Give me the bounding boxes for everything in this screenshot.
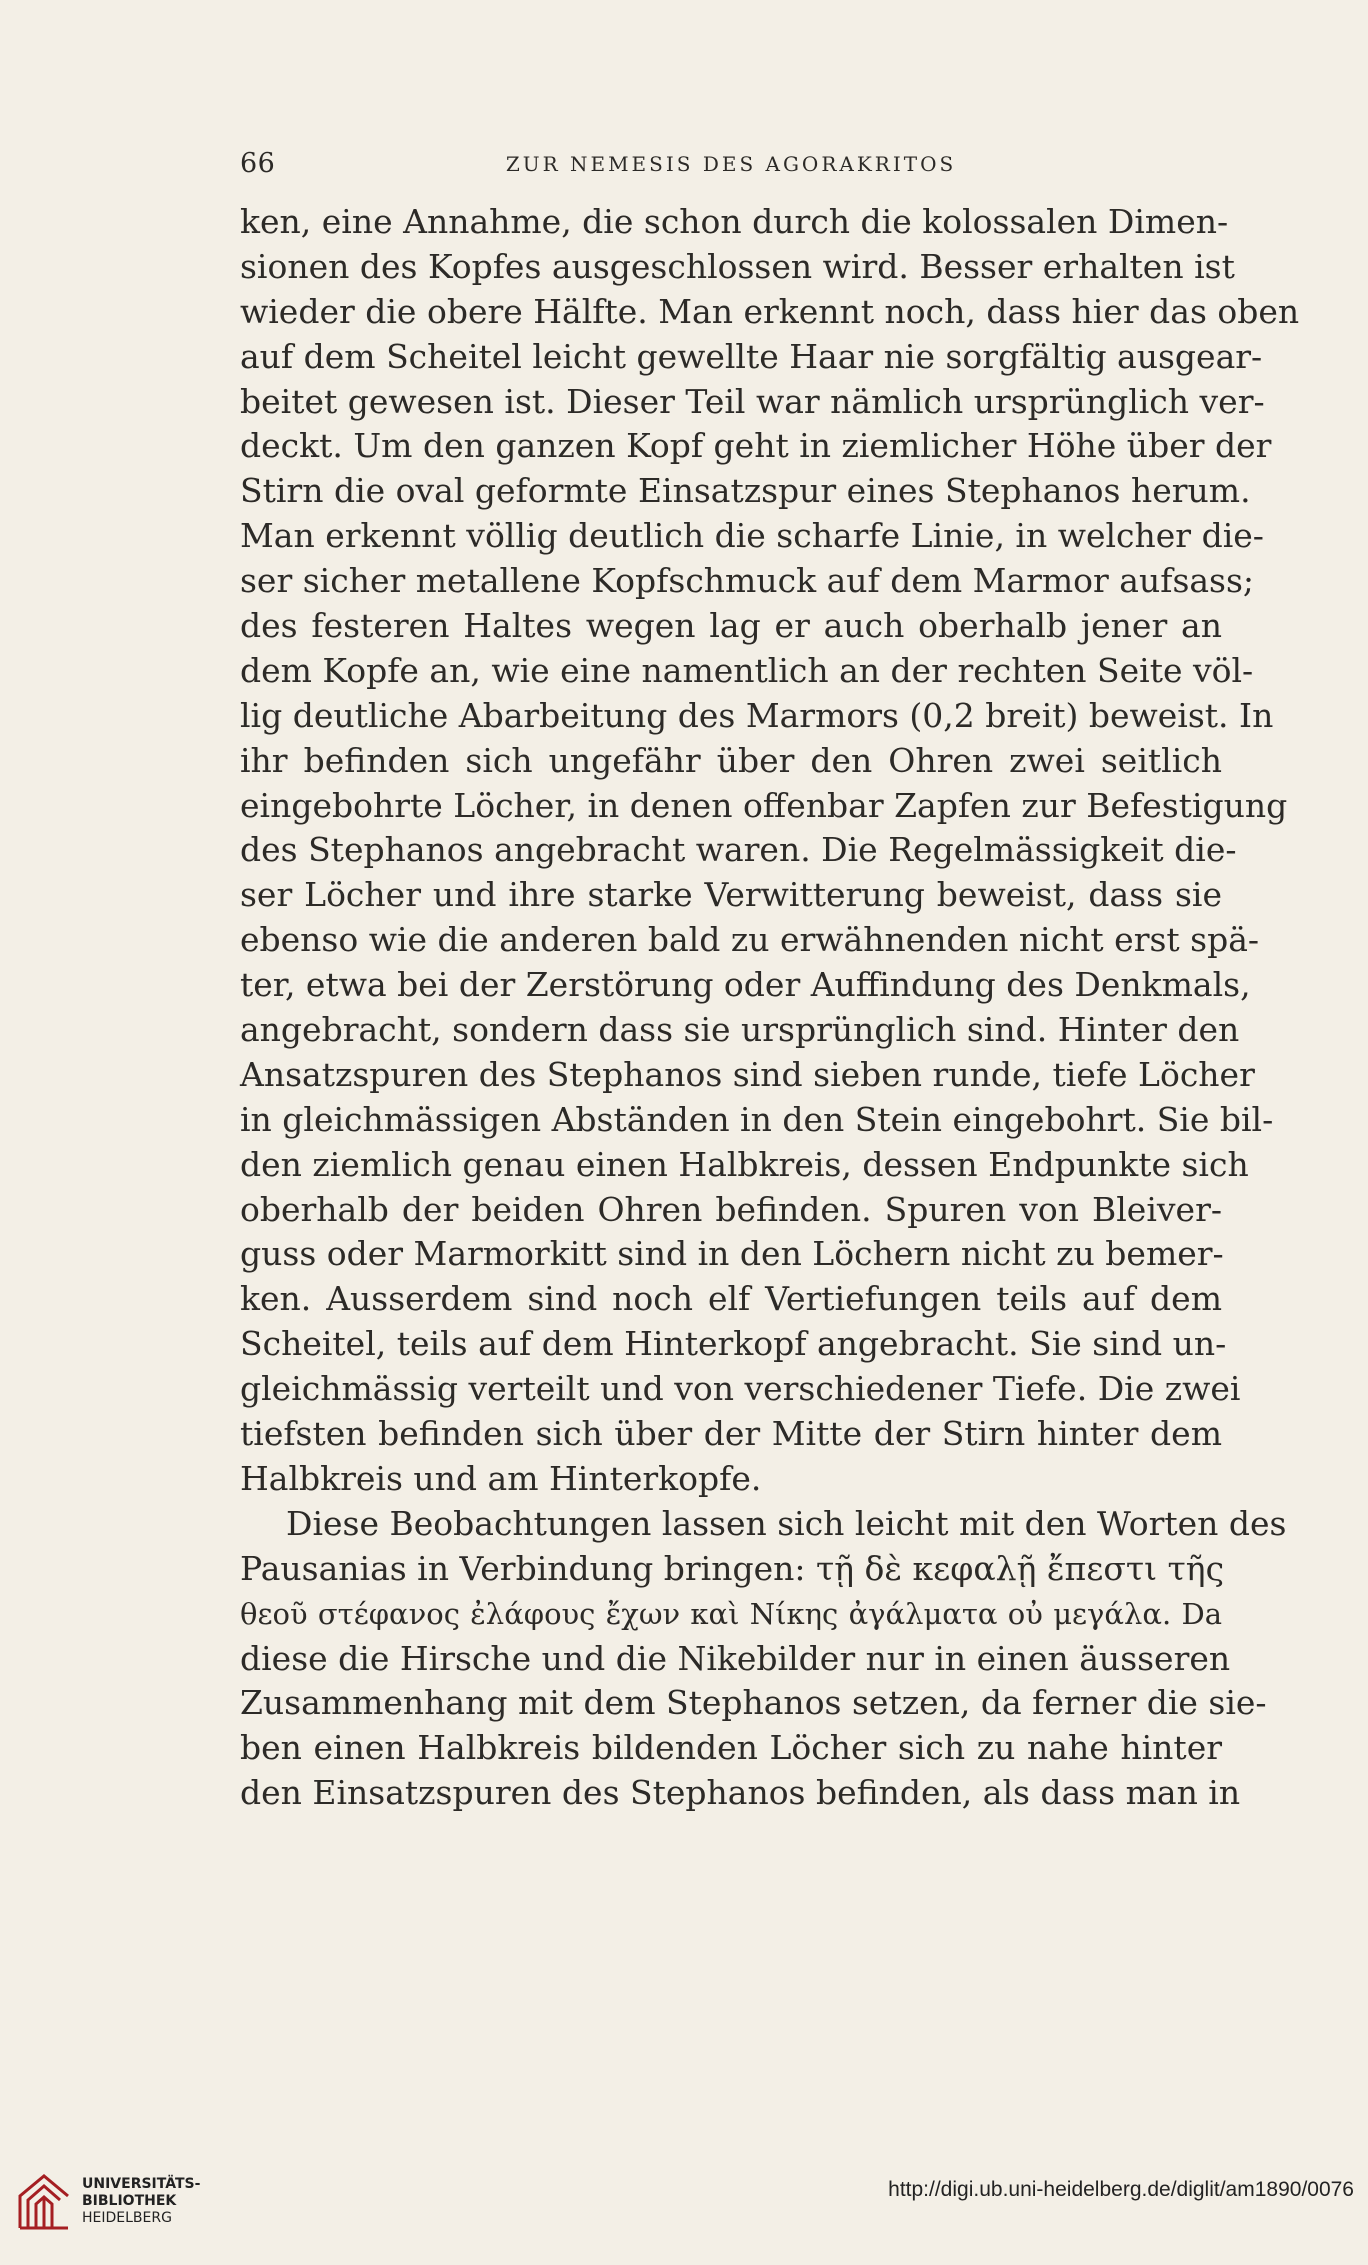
body-text [240, 200, 1300, 1816]
library-name [82, 2176, 200, 2227]
text-line: gleichmässig verteilt und von verschiedener Tiefe. Die zwei [240, 1369, 1241, 1409]
greek-quote-line: θεοῦ στέφανος ἐλάφους ἔχων καὶ Νίκης ἀγάλματα οὐ μεγάλα. Da [240, 1596, 1222, 1631]
text-line: ben einen Halbkreis bildenden Löcher sich zu nahe hinter [240, 1728, 1222, 1768]
text-line: ebenso wie die anderen bald zu erwähnenden nicht erst spä- [240, 920, 1260, 960]
running-title: ZUR NEMESIS DES AGORAKRITOS [505, 152, 957, 176]
source-url-link[interactable]: http://digi.ub.uni-heidelberg.de/diglit/am1890/0076 [888, 2178, 1354, 2201]
text-line: Ansatzspuren des Stephanos sind sieben runde, tiefe Löcher [240, 1054, 1255, 1094]
text-line: lig deutliche Abarbeitung des Marmors (0,2 breit) beweist. In [240, 695, 1274, 735]
text-line: den Einsatzspuren des Stephanos befinden, als dass man in [240, 1773, 1241, 1813]
text-line: guss oder Marmorkitt sind in den Löchern nicht zu bemer- [240, 1234, 1224, 1274]
university-library-logo-icon [14, 2170, 74, 2232]
text-line: wieder die obere Hälfte. Man erkennt noch, dass hier das oben [240, 291, 1300, 331]
library-name-line: UNIVERSITÄTS- [82, 2176, 201, 2192]
text-line: des Stephanos angebracht waren. Die Regelmässigkeit die- [240, 830, 1237, 870]
greek-quote-line: Pausanias in Verbindung bringen: τῇ δὲ κεφαλῇ ἔπεστι τῆς [240, 1548, 1225, 1588]
text-line: Zusammenhang mit dem Stephanos setzen, da ferner die sie- [240, 1683, 1267, 1723]
text-line: sionen des Kopfes ausgeschlossen wird. Besser erhalten ist [240, 246, 1235, 286]
text-line: dem Kopfe an, wie eine namentlich an der rechten Seite völ- [240, 650, 1254, 690]
paragraph-end-line: Halbkreis und am Hinterkopfe. [240, 1458, 762, 1498]
text-line: auf dem Scheitel leicht gewellte Haar nie sorgfältig ausgear- [240, 336, 1263, 376]
library-footer [0, 2160, 1368, 2265]
page-number: 66 [240, 148, 276, 179]
text-line: ser Löcher und ihre starke Verwitterung beweist, dass sie [240, 875, 1222, 915]
paragraph-start-line: Diese Beobachtungen lassen sich leicht mit den Worten des [286, 1503, 1287, 1543]
text-line: ken. Ausserdem sind noch elf Vertiefungen teils auf dem [240, 1279, 1222, 1319]
text-line: tiefsten befinden sich über der Mitte der Stirn hinter dem [240, 1414, 1222, 1454]
library-name-line: HEIDELBERG [82, 2210, 172, 2226]
text-line: beitet gewesen ist. Dieser Teil war nämlich ursprünglich ver- [240, 381, 1265, 421]
text-line: oberhalb der beiden Ohren befinden. Spuren von Bleiver- [240, 1189, 1222, 1229]
text-line: Man erkennt völlig deutlich die scharfe Linie, in welcher die- [240, 516, 1264, 556]
text-line: des festeren Haltes wegen lag er auch oberhalb jener an [240, 606, 1222, 646]
text-line: angebracht, sondern dass sie ursprünglich sind. Hinter den [240, 1010, 1240, 1050]
text-line: den ziemlich genau einen Halbkreis, dessen Endpunkte sich [240, 1144, 1249, 1184]
page-header [240, 148, 1222, 188]
text-line: Stirn die oval geformte Einsatzspur eines Stephanos herum. [240, 471, 1251, 511]
text-line: ken, eine Annahme, die schon durch die kolossalen Dimen- [240, 202, 1229, 241]
text-line: Scheitel, teils auf dem Hinterkopf angebracht. Sie sind un- [240, 1324, 1227, 1364]
text-line: diese die Hirsche und die Nikebilder nur in einen äusseren [240, 1638, 1231, 1678]
library-name-line: BIBLIOTHEK [82, 2193, 177, 2209]
text-line: deckt. Um den ganzen Kopf geht in ziemlicher Höhe über der [240, 426, 1272, 466]
text-line: ter, etwa bei der Zerstörung oder Auffindung des Denkmals, [240, 965, 1251, 1005]
text-line: in gleichmässigen Abständen in den Stein eingebohrt. Sie bil- [240, 1099, 1274, 1139]
text-line: ser sicher metallene Kopfschmuck auf dem Marmor aufsass; [240, 561, 1255, 601]
text-line: ihr befinden sich ungefähr über den Ohren zwei seitlich [240, 740, 1222, 780]
text-line: eingebohrte Löcher, in denen offenbar Zapfen zur Befestigung [240, 785, 1288, 825]
